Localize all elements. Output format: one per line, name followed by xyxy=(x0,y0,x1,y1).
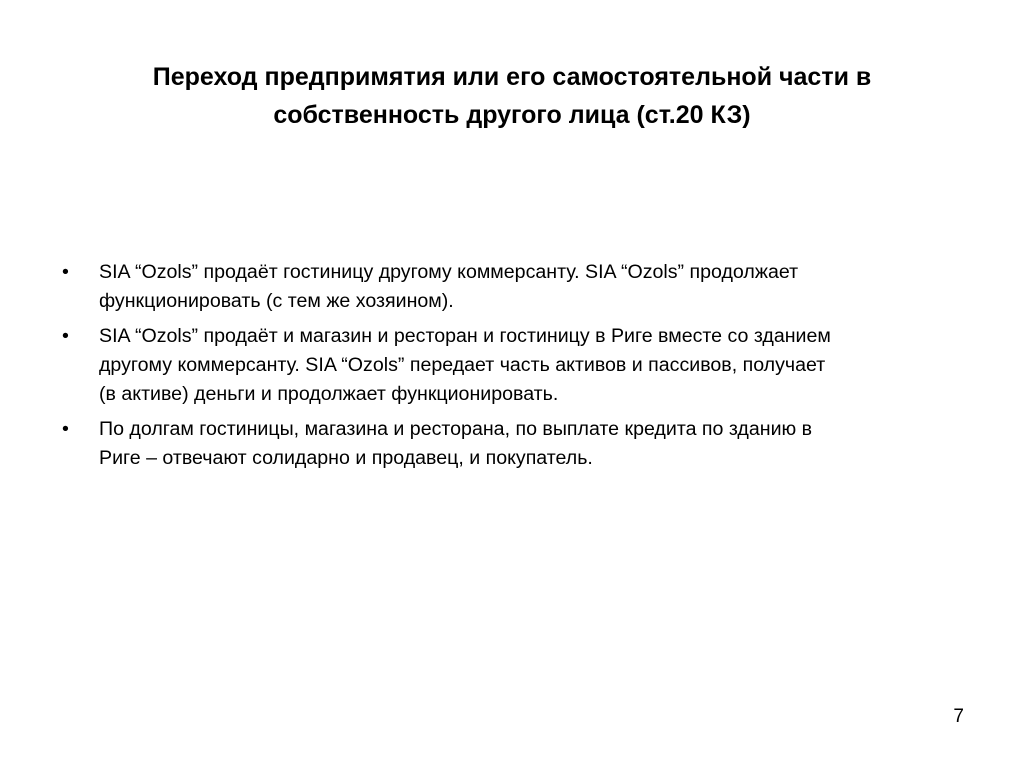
bullet-marker: • xyxy=(62,325,69,347)
bullet-marker: • xyxy=(62,418,69,440)
bullet-1-line-2: функционировать (с тем же хозяином). xyxy=(99,290,454,312)
bullet-item-1 xyxy=(62,258,972,316)
bullet-3-line-1: По долгам гостиницы, магазина и ресторана, по выплате кредита по зданию в xyxy=(99,418,813,440)
bullet-2-line-2: другому коммерсанту. SIA “Ozols” передает часть активов и пассивов, получает xyxy=(99,354,826,376)
bullet-list xyxy=(62,258,972,479)
bullet-3-line-2: Риге – отвечают солидарно и продавец, и покупатель. xyxy=(99,447,593,469)
bullet-marker: • xyxy=(62,261,69,283)
title-line-1: Переход предпримятия или его самостоятельной части в xyxy=(152,63,872,91)
bullet-item-2 xyxy=(62,322,972,409)
slide-title xyxy=(60,58,964,134)
page-number: 7 xyxy=(953,706,964,727)
bullet-item-3 xyxy=(62,415,972,473)
bullet-2-line-1: SIA “Ozols” продаёт и магазин и ресторан и гостиницу в Риге вместе со зданием xyxy=(99,325,831,347)
bullet-2-line-3: (в активе) деньги и продолжает функционировать. xyxy=(99,383,559,405)
bullet-1-line-1: SIA “Ozols” продаёт гостиницу другому коммерсанту. SIA “Ozols” продолжает xyxy=(99,261,799,283)
title-line-2: собственность другого лица (ст.20 КЗ) xyxy=(273,101,751,129)
